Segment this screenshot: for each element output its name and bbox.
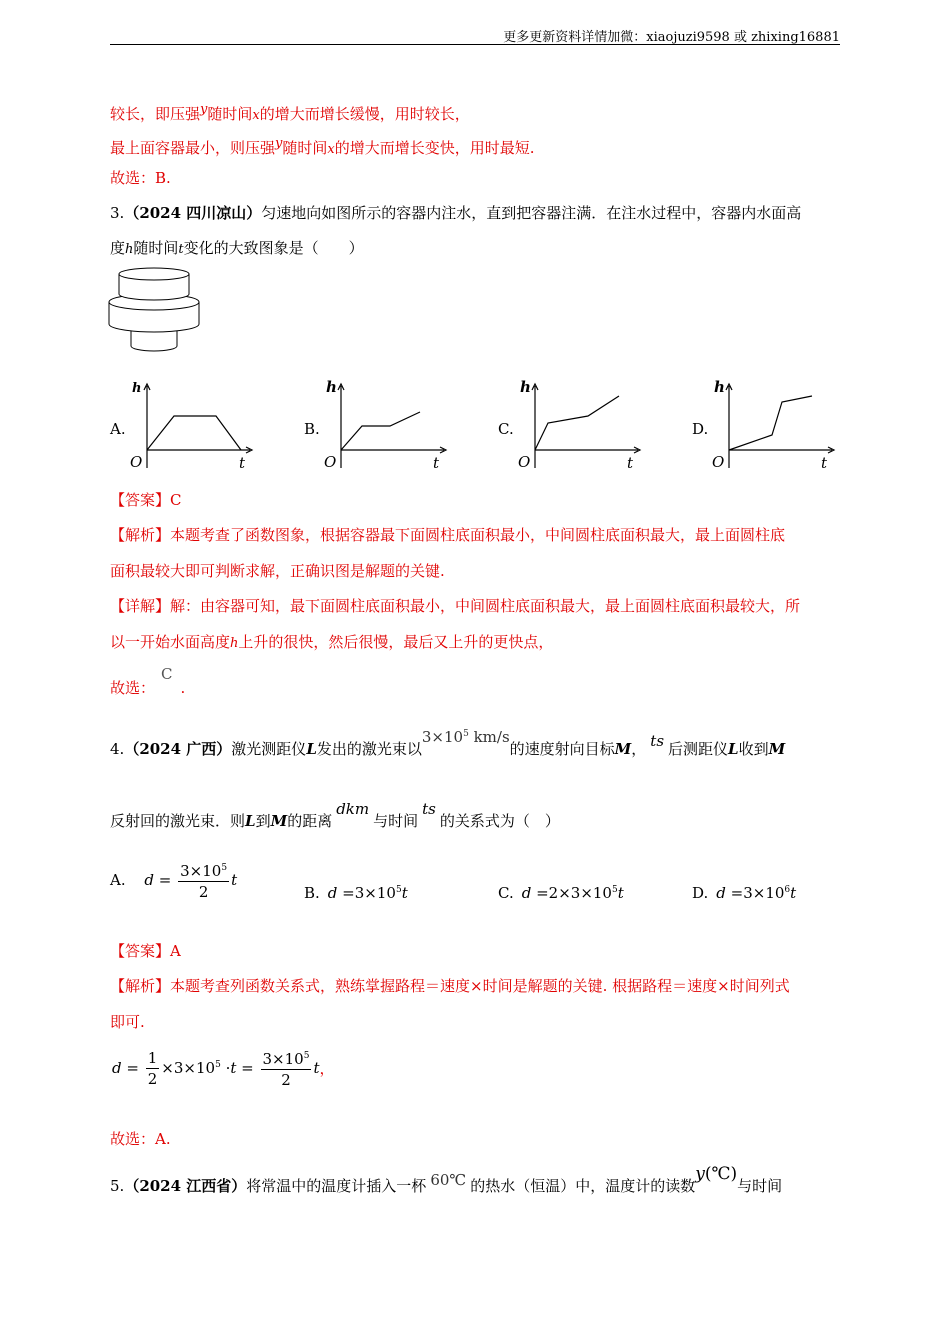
q3-container-figure — [104, 264, 204, 356]
q4-analysis-line-1: 【解析】本题考查列函数关系式，熟练掌握路程＝速度×时间是解题的关键. 根据路程＝速度×时间列式 — [110, 977, 790, 995]
q3-option-a-label[interactable]: A. — [110, 420, 126, 438]
svg-text:O: O — [712, 453, 725, 471]
prev-solution-line-2: 最上面容器最小，则压强y随时间x的增大而增长变快，用时最短. — [110, 136, 535, 157]
graph-line — [535, 396, 619, 450]
svg-text:h: h — [520, 378, 531, 396]
q5-stem-line-1: 5.（2024 江西省）将常温中的温度计插入一杯 60℃ 的热水（恒温）中，温度计的读数y(℃)与时间 — [110, 1164, 783, 1195]
svg-text:h: h — [714, 378, 725, 396]
page-header-note: 更多更新资料详情加微：xiaojuzi9598 或 zhixing16881 — [503, 30, 840, 45]
q4-choose-line: 故选：A. — [110, 1130, 171, 1148]
q4-stem-line-1: 4.（2024 广西）激光测距仪L发出的激光束以$3\times 10^5$ km/s的速度射向目标M， ts 后测距仪L收到M — [110, 728, 786, 758]
q3-option-d-label[interactable]: D. — [692, 420, 709, 438]
q3-stem-line-2: 度h随时间t变化的大致图象是（ ） — [110, 239, 364, 257]
graph-line — [729, 396, 812, 450]
svg-text:O: O — [130, 453, 143, 471]
q4-option-d[interactable]: D. $d =3\times 10^6t$ — [692, 884, 797, 902]
q3-option-b-graph[interactable] — [322, 378, 452, 472]
svg-text:t: t — [433, 454, 440, 472]
q4-solution-formula: d = $\frac{1}{2}$ $\times 3\times 10^5 \cdot t$ = $\frac{3\times 10^5}{2}$ t， — [112, 1046, 334, 1090]
q4-answer: 【答案】A — [110, 942, 181, 960]
q4-option-b[interactable]: B. $d =3\times 10^5t$ — [304, 884, 408, 902]
prev-solution-line-1: 较长，即压强y随时间x的增大而增长缓慢，用时较长， — [110, 102, 470, 123]
q3-option-c-label[interactable]: C. — [498, 420, 514, 438]
q3-analysis-line-1: 【解析】本题考查了函数图象，根据容器最下面圆柱底面积最小，中间圆柱底面积最大，最上面圆柱底 — [110, 526, 786, 544]
header-divider — [110, 44, 840, 45]
graph-line — [341, 412, 420, 450]
svg-text:t: t — [821, 454, 828, 472]
q3-detail-line-2: 以一开始水面高度h上升的很快，然后很慢，最后又上升的更快点， — [110, 633, 554, 651]
q3-option-d-graph[interactable] — [710, 378, 840, 472]
svg-text:h: h — [132, 381, 142, 396]
q4-option-a[interactable]: A. d = $\frac{3\times 10^5}{2}$ t — [110, 858, 237, 902]
q3-option-a-graph[interactable] — [128, 378, 258, 472]
q3-answer: 【答案】C — [110, 491, 182, 509]
q3-option-c-graph[interactable] — [516, 378, 646, 472]
svg-text:h: h — [326, 378, 337, 396]
q3-stem-line-1: 3.（2024 四川凉山）匀速地向如图所示的容器内注水，直到把容器注满．在注水过程中，容器内水面高 — [110, 204, 802, 222]
svg-text:O: O — [324, 453, 337, 471]
q3-choose-line: 故选：C. — [110, 665, 186, 697]
graph-line — [147, 416, 241, 450]
svg-text:t: t — [239, 454, 246, 472]
q4-stem-line-2: 反射回的激光束．则L到M的距离dkm与时间ts的关系式为（ ） — [110, 800, 560, 830]
q4-option-c[interactable]: C. $d =2\times 3\times 10^5t$ — [498, 884, 624, 902]
prev-choose-line: 故选：B. — [110, 169, 171, 187]
q3-analysis-line-2: 面积最较大即可判断求解，正确识图是解题的关键. — [110, 562, 445, 580]
q3-detail-line-1: 【详解】解：由容器可知，最下面圆柱底面积最小，中间圆柱底面积最大，最上面圆柱底面积最较大，所 — [110, 597, 801, 615]
svg-text:O: O — [518, 453, 531, 471]
q4-analysis-line-2: 即可. — [110, 1013, 145, 1031]
svg-text:t: t — [627, 454, 634, 472]
q3-option-b-label[interactable]: B. — [304, 420, 320, 438]
